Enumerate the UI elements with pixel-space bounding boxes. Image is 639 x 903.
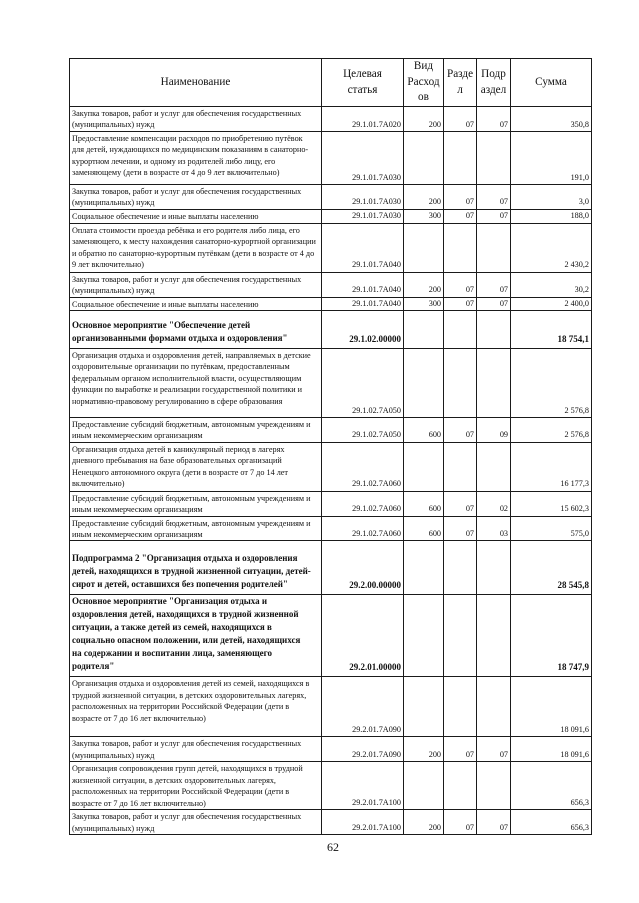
section-cell: 07 <box>444 810 477 835</box>
name-cell: Подпрограмма 2 "Организация отдыха и оздоровления детей, находящихся в трудной жизненной ситуации, детей- сирот и детей, оставшихся без попечения родителей" <box>70 541 322 595</box>
subsection-cell: 07 <box>477 737 511 762</box>
section-cell: 07 <box>444 491 477 516</box>
subsection-cell <box>477 595 511 677</box>
section-cell <box>444 311 477 349</box>
expense-type-cell: 200 <box>404 107 444 132</box>
subsection-cell: 09 <box>477 418 511 443</box>
subsection-cell: 07 <box>477 297 511 310</box>
table-row <box>70 272 592 297</box>
amount-cell: 15 602,3 <box>511 491 592 516</box>
budget-table <box>69 58 592 835</box>
target-article-cell: 29.2.01.7А100 <box>322 810 404 835</box>
amount-cell: 2 576,8 <box>511 349 592 418</box>
name-cell: Организация отдыха детей в каникулярный период в лагерях дневного пребывания на базе образовательных организаций Ненецкого автономного округа (дети в возрасте от 7 до 14 лет включительно) <box>70 442 322 491</box>
table-row <box>70 132 592 185</box>
subsection-cell <box>477 311 511 349</box>
name-cell: Закупка товаров, работ и услуг для обеспечения государственных (муниципальных) нужд <box>70 810 322 835</box>
table-row <box>70 677 592 737</box>
target-article-cell: 29.2.01.7А090 <box>322 677 404 737</box>
amount-cell: 18 091,6 <box>511 737 592 762</box>
expense-type-cell: 200 <box>404 737 444 762</box>
expense-type-cell: 600 <box>404 516 444 541</box>
table-body <box>70 107 592 835</box>
table-row <box>70 311 592 349</box>
expense-type-cell: 600 <box>404 491 444 516</box>
amount-cell: 16 177,3 <box>511 442 592 491</box>
amount-cell: 350,8 <box>511 107 592 132</box>
amount-cell: 575,0 <box>511 516 592 541</box>
amount-cell: 18 754,1 <box>511 311 592 349</box>
subsection-cell: 03 <box>477 516 511 541</box>
section-cell: 07 <box>444 107 477 132</box>
subsection-cell: 07 <box>477 185 511 210</box>
amount-cell: 191,0 <box>511 132 592 185</box>
section-cell: 07 <box>444 516 477 541</box>
amount-cell: 18 091,6 <box>511 677 592 737</box>
section-cell <box>444 442 477 491</box>
target-article-cell: 29.1.01.7А040 <box>322 223 404 272</box>
table-row <box>70 516 592 541</box>
table-row <box>70 209 592 223</box>
amount-cell: 3,0 <box>511 185 592 210</box>
name-cell: Социальное обеспечение и иные выплаты населению <box>70 209 322 223</box>
subsection-cell <box>477 677 511 737</box>
name-cell: Основное мероприятие "Обеспечение детей организованными формами отдыха и оздоровления" <box>70 311 322 349</box>
subsection-cell <box>477 223 511 272</box>
table-row <box>70 297 592 310</box>
expense-type-cell <box>404 677 444 737</box>
name-cell: Организация отдыха и оздоровления детей, направляемых в детские оздоровительные организации по путёвкам, предоставленным федеральным органом исполнительной власти, осуществляющим функции по выработке и реализации государственной политики и нормативно-правовому регулированию в сфере образования <box>70 349 322 418</box>
expense-type-cell <box>404 223 444 272</box>
expense-type-cell <box>404 541 444 595</box>
name-cell: Закупка товаров, работ и услуг для обеспечения государственных (муниципальных) нужд <box>70 107 322 132</box>
table-row <box>70 349 592 418</box>
expense-type-cell <box>404 762 444 810</box>
section-cell <box>444 132 477 185</box>
table-row <box>70 595 592 677</box>
name-cell: Организация отдыха и оздоровления детей из семей, находящихся в трудной жизненной ситуации, в детских оздоровительных лагерях, расположенных на территории Российской Федерации (дети в возрасте от 7 до 16 лет включительно) <box>70 677 322 737</box>
section-cell: 07 <box>444 185 477 210</box>
table-row <box>70 541 592 595</box>
expense-type-cell <box>404 311 444 349</box>
target-article-cell: 29.1.01.7А030 <box>322 132 404 185</box>
target-article-cell: 29.2.01.7А100 <box>322 762 404 810</box>
subsection-cell <box>477 541 511 595</box>
table-row <box>70 418 592 443</box>
amount-cell: 188,0 <box>511 209 592 223</box>
section-cell <box>444 541 477 595</box>
target-article-cell: 29.1.01.7А040 <box>322 297 404 310</box>
amount-cell: 2 400,0 <box>511 297 592 310</box>
subsection-cell <box>477 762 511 810</box>
amount-cell: 18 747,9 <box>511 595 592 677</box>
amount-cell: 2 430,2 <box>511 223 592 272</box>
section-cell <box>444 223 477 272</box>
section-cell <box>444 595 477 677</box>
table-row <box>70 491 592 516</box>
name-cell: Предоставление субсидий бюджетным, автономным учреждениям и иным некоммерческим организациям <box>70 491 322 516</box>
target-article-cell: 29.1.02.7А060 <box>322 491 404 516</box>
amount-cell: 30,2 <box>511 272 592 297</box>
target-article-cell: 29.1.02.7А050 <box>322 349 404 418</box>
target-article-cell: 29.1.02.7А050 <box>322 418 404 443</box>
target-article-cell: 29.1.02.7А060 <box>322 516 404 541</box>
subsection-cell: 07 <box>477 272 511 297</box>
amount-cell: 2 576,8 <box>511 418 592 443</box>
table-row <box>70 185 592 210</box>
name-cell: Закупка товаров, работ и услуг для обеспечения государственных (муниципальных) нужд <box>70 272 322 297</box>
section-cell: 07 <box>444 297 477 310</box>
table-row <box>70 442 592 491</box>
expense-type-cell: 200 <box>404 185 444 210</box>
subsection-cell: 07 <box>477 810 511 835</box>
section-cell: 07 <box>444 418 477 443</box>
header-expense-type: Вид Расход ов <box>404 59 444 107</box>
subsection-cell <box>477 349 511 418</box>
name-cell: Предоставление субсидий бюджетным, автономным учреждениям и иным некоммерческим организациям <box>70 516 322 541</box>
subsection-cell <box>477 132 511 185</box>
name-cell: Оплата стоимости проезда ребёнка и его родителя либо лица, его заменяющего, к месту нахождения санаторно-курортной организации и обратно по санаторно-курортным путёвкам (дети в возрасте от 4 до 9 лет включительно) <box>70 223 322 272</box>
expense-type-cell: 300 <box>404 209 444 223</box>
expense-type-cell: 600 <box>404 418 444 443</box>
subsection-cell: 07 <box>477 107 511 132</box>
target-article-cell: 29.2.01.00000 <box>322 595 404 677</box>
header-target-article: Целевая статья <box>322 59 404 107</box>
target-article-cell: 29.1.01.7А030 <box>322 209 404 223</box>
subsection-cell: 02 <box>477 491 511 516</box>
table-row <box>70 737 592 762</box>
expense-type-cell <box>404 595 444 677</box>
expense-type-cell <box>404 442 444 491</box>
name-cell: Предоставление компенсации расходов по приобретению путёвок для детей, нуждающихся по медицинским показаниям в санаторно- курортном лечении, и одному из родителей либо лицу, его заменяющему (дети в возрасте от 4 до 9 лет включительно) <box>70 132 322 185</box>
table-row <box>70 107 592 132</box>
subsection-cell <box>477 442 511 491</box>
target-article-cell: 29.1.02.00000 <box>322 311 404 349</box>
name-cell: Основное мероприятие "Организация отдыха и оздоровления детей, находящихся в трудной жизненной ситуации, а также детей из семей, находящихся в социально опасном положении, или детей, находящихся на содержании и воспитании лица, заменяющего родителя" <box>70 595 322 677</box>
header-row <box>70 59 592 107</box>
section-cell: 07 <box>444 209 477 223</box>
expense-type-cell: 200 <box>404 272 444 297</box>
amount-cell: 656,3 <box>511 810 592 835</box>
expense-type-cell: 300 <box>404 297 444 310</box>
target-article-cell: 29.1.01.7А030 <box>322 185 404 210</box>
header-section: Разде л <box>444 59 477 107</box>
section-cell: 07 <box>444 737 477 762</box>
amount-cell: 656,3 <box>511 762 592 810</box>
target-article-cell: 29.1.01.7А020 <box>322 107 404 132</box>
expense-type-cell <box>404 349 444 418</box>
header-name: Наименование <box>70 59 322 107</box>
expense-type-cell <box>404 132 444 185</box>
section-cell: 07 <box>444 272 477 297</box>
subsection-cell: 07 <box>477 209 511 223</box>
target-article-cell: 29.1.02.7А060 <box>322 442 404 491</box>
header-amount: Сумма <box>511 59 592 107</box>
name-cell: Закупка товаров, работ и услуг для обеспечения государственных (муниципальных) нужд <box>70 185 322 210</box>
target-article-cell: 29.2.01.7А090 <box>322 737 404 762</box>
table-row <box>70 762 592 810</box>
header-subsection: Подр аздел <box>477 59 511 107</box>
section-cell <box>444 762 477 810</box>
name-cell: Закупка товаров, работ и услуг для обеспечения государственных (муниципальных) нужд <box>70 737 322 762</box>
section-cell <box>444 677 477 737</box>
target-article-cell: 29.1.01.7А040 <box>322 272 404 297</box>
table-row <box>70 810 592 835</box>
table-row <box>70 223 592 272</box>
amount-cell: 28 545,8 <box>511 541 592 595</box>
name-cell: Социальное обеспечение и иные выплаты населению <box>70 297 322 310</box>
expense-type-cell: 200 <box>404 810 444 835</box>
name-cell: Организация сопровождения групп детей, находящихся в трудной жизненной ситуации, в детских оздоровительных лагерях, расположенных на территории Российской Федерации (дети в возрасте от 7 до 16 лет включительно) <box>70 762 322 810</box>
target-article-cell: 29.2.00.00000 <box>322 541 404 595</box>
page-number: 62 <box>327 840 339 854</box>
name-cell: Предоставление субсидий бюджетным, автономным учреждениям и иным некоммерческим организациям <box>70 418 322 443</box>
section-cell <box>444 349 477 418</box>
